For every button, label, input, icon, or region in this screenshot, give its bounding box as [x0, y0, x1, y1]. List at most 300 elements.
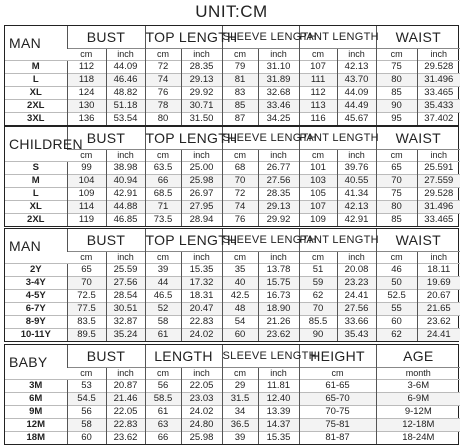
table-cell: 76 [222, 213, 258, 226]
table-cell: 32.68 [258, 86, 299, 99]
table-cell: 77.5 [67, 302, 106, 315]
column-header: AGE [376, 345, 460, 367]
table-cell: 13.39 [258, 405, 299, 418]
table-cell: 18.90 [258, 302, 299, 315]
unit-label: cm [145, 251, 181, 263]
table-row [5, 379, 460, 392]
table-cell: 15.35 [258, 431, 299, 444]
table-cell: 136 [67, 112, 106, 125]
table-cell: 60 [376, 315, 417, 328]
table-cell: 46.5 [145, 289, 181, 302]
unit-label: inch [337, 149, 376, 161]
table-cell: 72.5 [67, 289, 106, 302]
table-cell: 51.18 [106, 99, 145, 112]
table-row [5, 418, 460, 431]
table-cell: 22.83 [106, 418, 145, 431]
table-cell: 23.62 [258, 328, 299, 341]
unit-label: inch [106, 48, 145, 60]
table-cell: 27.56 [337, 302, 376, 315]
table-cell: 118 [67, 73, 106, 86]
table-cell: 31.10 [258, 60, 299, 73]
table-cell: 42.91 [337, 213, 376, 226]
table-cell: 46 [376, 263, 417, 276]
table-cell: 62 [299, 289, 337, 302]
table-cell: 44 [145, 276, 181, 289]
unit-label: inch [417, 149, 460, 161]
column-header: SLEEVE LENGTH [222, 26, 299, 48]
table-cell: 42.13 [337, 60, 376, 73]
table-cell: 72 [145, 60, 181, 73]
size-label: L [5, 73, 67, 86]
table-row [5, 99, 460, 112]
header-row [5, 229, 460, 251]
table-cell: 24.80 [181, 418, 222, 431]
table-cell: 27.56 [258, 174, 299, 187]
table-cell: 18-24M [376, 431, 460, 444]
table-cell: 87 [222, 112, 258, 125]
table-cell: 112 [299, 86, 337, 99]
table-cell: 52.5 [376, 289, 417, 302]
section-label: MAN [9, 237, 42, 254]
table-cell: 35.24 [106, 328, 145, 341]
table-cell: 24.41 [337, 289, 376, 302]
size-label: S [5, 161, 67, 174]
column-header: SLEEVE LENGTH [222, 127, 299, 149]
table-cell: 58 [145, 315, 181, 328]
table-cell: 70 [222, 174, 258, 187]
table-cell: 119 [67, 213, 106, 226]
table-cell: 26.77 [258, 161, 299, 174]
table-cell: 81-87 [299, 431, 376, 444]
column-header: TOP LENGTH [145, 229, 222, 251]
table-cell: 44.49 [337, 99, 376, 112]
table-row [5, 60, 460, 73]
unit-label: cm [222, 48, 258, 60]
table-cell: 44.09 [106, 60, 145, 73]
table-cell: 85.5 [299, 315, 337, 328]
table-cell: 99 [67, 161, 106, 174]
table-cell: 16.73 [258, 289, 299, 302]
table-cell: 29.13 [258, 200, 299, 213]
unit-label: cm [67, 367, 106, 379]
unit-label: cm [145, 149, 181, 161]
table-cell: 24.02 [181, 328, 222, 341]
table-cell: 36.5 [222, 418, 258, 431]
table-cell: 32.87 [106, 315, 145, 328]
table-cell: 6-9M [376, 392, 460, 405]
column-header: PANT LENGTH [299, 229, 376, 251]
table-cell: 90 [376, 99, 417, 112]
size-table-man-kids [4, 228, 459, 342]
table-cell: 90 [299, 328, 337, 341]
table-cell: 29 [222, 379, 258, 392]
column-header: TOP LENGTH [145, 26, 222, 48]
table-cell: 61 [145, 328, 181, 341]
table-cell: 31.89 [258, 73, 299, 86]
table-cell: 17.32 [181, 276, 222, 289]
column-header: BUST [67, 229, 145, 251]
unit-label: cm [376, 149, 417, 161]
table-cell: 55 [376, 302, 417, 315]
table-cell: 30.51 [106, 302, 145, 315]
table-cell: 28.94 [181, 213, 222, 226]
table-cell: 25.59 [106, 263, 145, 276]
table-cell: 9-12M [376, 405, 460, 418]
table-cell: 62 [376, 328, 417, 341]
table-cell: 30.71 [181, 99, 222, 112]
unit-label: inch [337, 251, 376, 263]
column-header: PANT LENGTH [299, 127, 376, 149]
column-header: LENGTH [145, 345, 222, 367]
table-cell: 24.02 [181, 405, 222, 418]
table-cell: 41.34 [337, 187, 376, 200]
unit-label: cm [222, 149, 258, 161]
table-cell: 27.559 [417, 174, 460, 187]
table-cell: 39.76 [337, 161, 376, 174]
unit-label: inch [181, 251, 222, 263]
table-cell: 112 [67, 60, 106, 73]
table-cell: 18.31 [181, 289, 222, 302]
table-cell: 80 [376, 73, 417, 86]
table-cell: 24.41 [417, 328, 460, 341]
table-cell: 34.25 [258, 112, 299, 125]
table-cell: 11.81 [258, 379, 299, 392]
table-row [5, 213, 460, 226]
column-header: HEIGHT [299, 345, 376, 367]
table-cell: 63 [145, 418, 181, 431]
table-cell: 15.75 [258, 276, 299, 289]
unit-label: inch [258, 251, 299, 263]
table-cell: 25.98 [181, 431, 222, 444]
table-cell: 20.87 [106, 379, 145, 392]
table-cell: 105 [299, 187, 337, 200]
table-cell: 61 [145, 405, 181, 418]
unit-label: inch [106, 367, 145, 379]
table-cell: 25.98 [181, 174, 222, 187]
size-label: 3XL [5, 112, 67, 125]
unit-title: UNIT:CM [195, 2, 268, 21]
unit-label: cm [376, 48, 417, 60]
column-header: SLEEVE LENGTH [222, 229, 299, 251]
table-cell: 31.50 [181, 112, 222, 125]
table-cell: 83.5 [67, 315, 106, 328]
table-cell: 35.433 [417, 99, 460, 112]
unit-label: cm [222, 251, 258, 263]
table-row [5, 276, 460, 289]
table-cell: 31.5 [222, 392, 258, 405]
table-row [5, 73, 460, 86]
table-cell: 74 [222, 200, 258, 213]
table-cell: 31.496 [417, 200, 460, 213]
table-cell: 73.5 [145, 213, 181, 226]
size-table-baby [4, 344, 459, 445]
size-label: 4-5Y [5, 289, 67, 302]
table-cell: 114 [67, 200, 106, 213]
size-label: 2XL [5, 99, 67, 112]
table-row [5, 431, 460, 444]
table-cell: 111 [299, 73, 337, 86]
table-cell: 75-81 [299, 418, 376, 431]
table-cell: 78 [145, 99, 181, 112]
column-header: BUST [67, 345, 145, 367]
table-cell: 20.67 [417, 289, 460, 302]
table-cell: 22.83 [181, 315, 222, 328]
unit-label: month [376, 367, 460, 379]
table-cell: 29.92 [181, 86, 222, 99]
table-row [5, 174, 460, 187]
table-cell: 61-65 [299, 379, 376, 392]
table-cell: 20.08 [337, 263, 376, 276]
unit-row [5, 48, 460, 60]
size-label: M [5, 60, 67, 73]
size-table [5, 345, 460, 444]
table-cell: 65 [67, 263, 106, 276]
unit-label: cm [299, 149, 337, 161]
table-cell: 28.35 [181, 60, 222, 73]
table-cell: 12-18M [376, 418, 460, 431]
table-row [5, 263, 460, 276]
table-cell: 50 [376, 276, 417, 289]
column-header: BUST [67, 26, 145, 48]
table-cell: 46.85 [106, 213, 145, 226]
table-row [5, 392, 460, 405]
table-cell: 75 [376, 60, 417, 73]
size-label: 2Y [5, 263, 67, 276]
unit-row [5, 367, 460, 379]
unit-label: cm [299, 251, 337, 263]
table-cell: 42.5 [222, 289, 258, 302]
table-row [5, 200, 460, 213]
table-cell: 33.66 [337, 315, 376, 328]
column-header: PANT LENGTH [299, 26, 376, 48]
column-header: WAIST [376, 127, 460, 149]
table-cell: 80 [145, 112, 181, 125]
table-cell: 58.5 [145, 392, 181, 405]
table-cell: 21.65 [417, 302, 460, 315]
size-label: 18M [5, 431, 67, 444]
table-cell: 33.465 [417, 213, 460, 226]
size-table-children [4, 126, 459, 227]
size-label: 8-9Y [5, 315, 67, 328]
size-label: 3-4Y [5, 276, 67, 289]
header-row [5, 26, 460, 48]
table-cell: 52 [145, 302, 181, 315]
table-row [5, 328, 460, 341]
unit-label: cm [67, 48, 106, 60]
table-cell: 85 [376, 213, 417, 226]
table-cell: 95 [376, 112, 417, 125]
table-cell: 124 [67, 86, 106, 99]
table-cell: 15.35 [181, 263, 222, 276]
table-cell: 68 [222, 161, 258, 174]
table-cell: 12.40 [258, 392, 299, 405]
unit-label: cm [145, 48, 181, 60]
table-cell: 13.78 [258, 263, 299, 276]
table-cell: 109 [299, 213, 337, 226]
unit-label: inch [106, 149, 145, 161]
table-cell: 42.91 [106, 187, 145, 200]
table-cell: 104 [67, 174, 106, 187]
table-cell: 58 [67, 418, 106, 431]
table-cell: 23.62 [417, 315, 460, 328]
table-cell: 70 [299, 302, 337, 315]
table-cell: 20.47 [181, 302, 222, 315]
table-cell: 109 [67, 187, 106, 200]
table-cell: 18.11 [417, 263, 460, 276]
table-cell: 68.5 [145, 187, 181, 200]
unit-label: cm [376, 251, 417, 263]
table-cell: 28.54 [106, 289, 145, 302]
table-cell: 130 [67, 99, 106, 112]
table-cell: 34 [222, 405, 258, 418]
table-row [5, 289, 460, 302]
table-cell: 48 [222, 302, 258, 315]
table-cell: 60 [67, 431, 106, 444]
table-cell: 107 [299, 60, 337, 73]
column-header: WAIST [376, 26, 460, 48]
header-row [5, 345, 460, 367]
table-cell: 29.528 [417, 187, 460, 200]
table-cell: 39 [145, 263, 181, 276]
table-cell: 37.402 [417, 112, 460, 125]
table-cell: 74 [145, 73, 181, 86]
table-cell: 80 [376, 200, 417, 213]
table-cell: 56 [67, 405, 106, 418]
table-cell: 56 [145, 379, 181, 392]
table-cell: 66 [145, 431, 181, 444]
table-cell: 89.5 [67, 328, 106, 341]
table-cell: 23.03 [181, 392, 222, 405]
unit-label: cm [145, 367, 181, 379]
unit-label: inch [181, 149, 222, 161]
table-row [5, 161, 460, 174]
column-header: WAIST [376, 229, 460, 251]
table-cell: 45.67 [337, 112, 376, 125]
table-cell: 29.92 [258, 213, 299, 226]
table-cell: 14.37 [258, 418, 299, 431]
unit-label: cm [299, 367, 376, 379]
header-row [5, 127, 460, 149]
table-cell: 29.528 [417, 60, 460, 73]
table-row [5, 112, 460, 125]
size-label: XL [5, 86, 67, 99]
table-cell: 33.46 [258, 99, 299, 112]
table-cell: 38.98 [106, 161, 145, 174]
table-cell: 23.62 [106, 431, 145, 444]
table-cell: 40 [222, 276, 258, 289]
table-cell: 39 [222, 431, 258, 444]
table-cell: 19.69 [417, 276, 460, 289]
table-row [5, 315, 460, 328]
unit-label: cm [299, 48, 337, 60]
table-cell: 116 [299, 112, 337, 125]
column-header: SLEEVE LENGTH [222, 345, 299, 367]
table-cell: 25.00 [181, 161, 222, 174]
table-cell: 21.26 [258, 315, 299, 328]
table-cell: 25.591 [417, 161, 460, 174]
table-cell: 40.94 [106, 174, 145, 187]
unit-label: cm [67, 251, 106, 263]
table-row [5, 302, 460, 315]
table-cell: 27.56 [106, 276, 145, 289]
table-cell: 40.55 [337, 174, 376, 187]
table-cell: 33.465 [417, 86, 460, 99]
table-cell: 113 [299, 99, 337, 112]
unit-label: inch [258, 367, 299, 379]
table-cell: 70 [67, 276, 106, 289]
unit-label: inch [258, 48, 299, 60]
table-cell: 76 [145, 86, 181, 99]
table-cell: 79 [222, 60, 258, 73]
size-label: 3M [5, 379, 67, 392]
unit-label: inch [106, 251, 145, 263]
table-cell: 21.46 [106, 392, 145, 405]
table-cell: 35 [222, 263, 258, 276]
unit-label: inch [417, 48, 460, 60]
unit-label: inch [181, 48, 222, 60]
table-cell: 35.43 [337, 328, 376, 341]
unit-label: cm [222, 367, 258, 379]
table-cell: 22.05 [106, 405, 145, 418]
table-cell: 48.82 [106, 86, 145, 99]
size-table [5, 127, 460, 226]
size-label: 6M [5, 392, 67, 405]
table-cell: 28.35 [258, 187, 299, 200]
table-cell: 53.54 [106, 112, 145, 125]
size-table [5, 26, 460, 125]
size-label: M [5, 174, 67, 187]
table-cell: 85 [222, 99, 258, 112]
table-cell: 65-70 [299, 392, 376, 405]
unit-label: inch [181, 367, 222, 379]
table-row [5, 187, 460, 200]
table-row [5, 86, 460, 99]
table-cell: 3-6M [376, 379, 460, 392]
table-cell: 70 [376, 174, 417, 187]
table-cell: 29.13 [181, 73, 222, 86]
section-label: BABY [9, 353, 48, 370]
size-label: 2XL [5, 213, 67, 226]
size-table [5, 229, 460, 341]
table-cell: 75 [376, 187, 417, 200]
size-label: 6-7Y [5, 302, 67, 315]
table-cell: 51 [299, 263, 337, 276]
table-row [5, 405, 460, 418]
table-cell: 83 [222, 86, 258, 99]
table-cell: 66 [145, 174, 181, 187]
section-label: MAN [9, 34, 42, 51]
table-cell: 103 [299, 174, 337, 187]
table-cell: 54.5 [67, 392, 106, 405]
unit-label: inch [337, 48, 376, 60]
table-cell: 27.95 [181, 200, 222, 213]
table-cell: 26.97 [181, 187, 222, 200]
table-cell: 42.13 [337, 200, 376, 213]
table-cell: 72 [222, 187, 258, 200]
table-cell: 85 [376, 86, 417, 99]
unit-row [5, 251, 460, 263]
column-header: BUST [67, 127, 145, 149]
table-cell: 44.88 [106, 200, 145, 213]
table-cell: 60 [222, 328, 258, 341]
size-label: L [5, 187, 67, 200]
table-cell: 107 [299, 200, 337, 213]
table-cell: 46.46 [106, 73, 145, 86]
table-cell: 23.23 [337, 276, 376, 289]
size-label: 12M [5, 418, 67, 431]
table-cell: 63.5 [145, 161, 181, 174]
table-cell: 70-75 [299, 405, 376, 418]
